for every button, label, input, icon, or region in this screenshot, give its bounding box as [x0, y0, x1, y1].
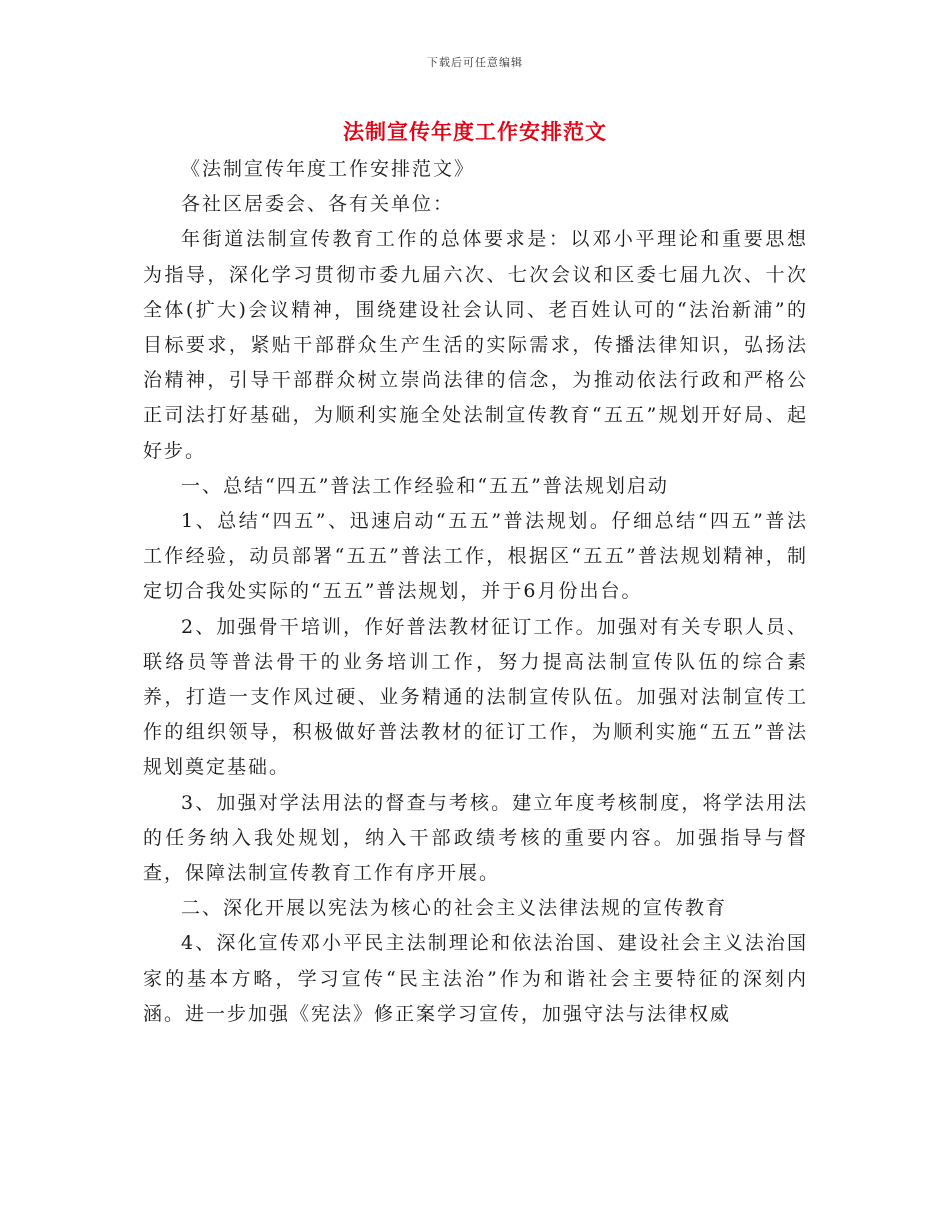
document-title: 法制宣传年度工作安排范文 — [343, 119, 607, 144]
paragraph-salutation: 各社区居委会、各有关单位： — [181, 193, 455, 216]
paragraph-item-1: 1、总结“四五”、迅速启动“五五”普法规划。仔细总结“四五”普法工作经验，动员部署“五五”普法工作，根据区“五五”普法规划精神，制定切合我处实际的“五五”普法规划，并于6月份出台。 — [143, 510, 808, 603]
section-heading-2: 二、深化开展以宪法为核心的社会主义法律法规的宣传教育 — [181, 897, 728, 920]
paragraph-overall-requirements: 年街道法制宣传教育工作的总体要求是：以邓小平理论和重要思想为指导，深化学习贯彻市委九届六次、七次会议和区委七届九次、十次全体(扩大)会议精神，围绕建设社会认同、老百姓认可的“法治新浦”的目标要求，紧贴干部群众生产生活的实际需求，传播法律知识，弘扬法治精神，引导干部群众树立崇尚法律的信念，为推动依法行政和严格公正司法打好基础，为顺利实施全处法制宣传教育“五五”规划开好局、起好步。 — [143, 228, 808, 462]
paragraph-item-4: 4、深化宣传邓小平民主法制理论和依法治国、建设社会主义法治国家的基本方略，学习宣传“民主法治”作为和谐社会主要特征的深刻内涵。进一步加强《宪法》修正案学习宣传，加强守法与法律权威 — [143, 932, 808, 1025]
paragraph-item-2: 2、加强骨干培训，作好普法教材征订工作。加强对有关专职人员、联络员等普法骨干的业务培训工作，努力提高法制宣传队伍的综合素养，打造一支作风过硬、业务精通的法制宣传队伍。加强对法制宣传工作的组织领导，积极做好普法教材的征订工作，为顺利实施“五五”普法规划奠定基础。 — [143, 615, 808, 779]
document-body — [143, 152, 808, 1032]
paragraph-book-title: 《法制宣传年度工作安排范文》 — [181, 158, 476, 180]
section-heading-1: 一、总结“四五”普法工作经验和“五五”普法规划启动 — [181, 474, 669, 497]
header-note: 下载后可任意编辑 — [427, 56, 523, 69]
paragraph-item-3: 3、加强对学法用法的督查与考核。建立年度考核制度，将学法用法的任务纳入我处规划，纳入干部政绩考核的重要内容。加强指导与督查，保障法制宣传教育工作有序开展。 — [143, 791, 808, 885]
